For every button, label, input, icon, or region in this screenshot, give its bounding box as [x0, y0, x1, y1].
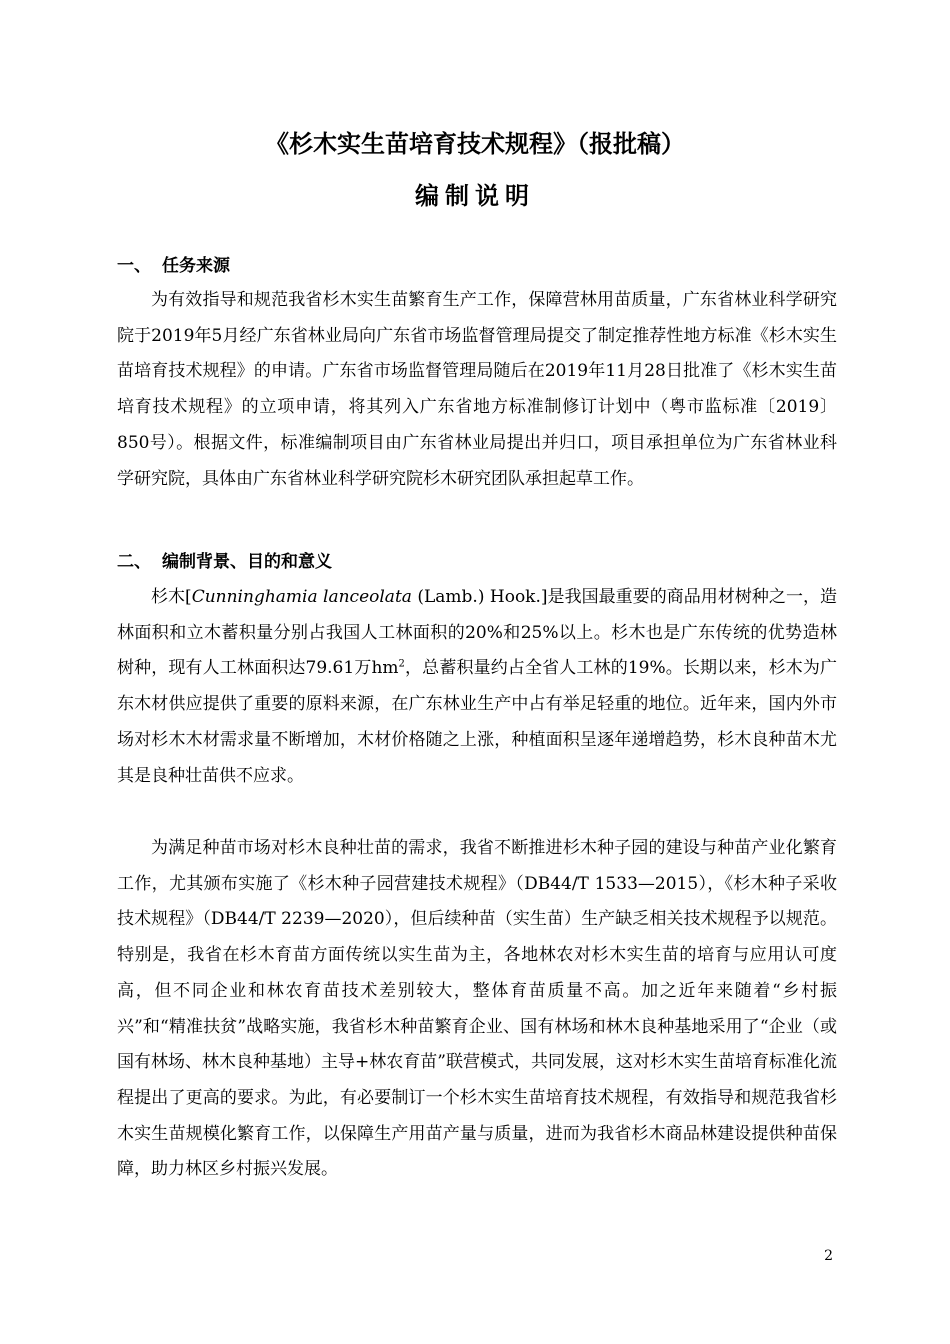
text-run: 杉木[ — [151, 587, 192, 607]
section-number: 一、 — [117, 256, 151, 276]
text-run: ，总蓄积量约占全省人工林的19%。长期以来，杉木为广东木材供应提供了重要的原料来源，在广东林业生产中占有举足轻重的地位。近年来，国内外市场对杉木木材需求量不断增加，木材价格随之上涨，种植面积呈逐年递增趋势，杉木良种苗木尤其是良种壮苗供不应求。 — [117, 658, 837, 786]
section-heading-background — [117, 550, 332, 574]
paragraph-background-1 — [117, 580, 837, 794]
section-heading-task-source — [117, 254, 230, 278]
paragraph-background-2: 为满足种苗市场对杉木良种壮苗的需求，我省不断推进杉木种子园的建设与种苗产业化繁育工作，尤其颁布实施了《杉木种子园营建技术规程》（DB44/T 1533—2015），《杉木种子采收技术规程》（DB44/T 2239—2020），但后续种苗（实生苗）生产缺乏相关技术规程予以规范。特别是，我省在杉木育苗方面传统以实生苗为主，各地林农对杉木实生苗的培育与应用认可度高，但不同企业和林农育苗技术差别较大，整体育苗质量不高。加之近年来随着“乡村振兴”和“精准扶贫”战略实施，我省杉木种苗繁育企业、国有林场和林木良种基地采用了“企业（或国有林场、林木良种基地）主导+林农育苗”联营模式，共同发展，这对杉木实生苗培育标准化流程提出了更高的要求。为此，有必要制订一个杉木实生苗培育技术规程，有效指导和规范我省杉木实生苗规模化繁育工作，以保障生产用苗产量与质量，进而为我省杉木商品林建设提供种苗保障，助力林区乡村振兴发展。 — [117, 838, 837, 1180]
section-title: 任务来源 — [162, 256, 230, 276]
page-number: 2 — [824, 1248, 833, 1264]
section-title: 编制背景、目的和意义 — [162, 552, 332, 572]
section-number: 二、 — [117, 552, 151, 572]
paragraph-task-source: 为有效指导和规范我省杉木实生苗繁育生产工作，保障营林用苗质量，广东省林业科学研究院于2019年5月经广东省林业局向广东省市场监督管理局提交了制定推荐性地方标准《杉木实生苗培育技术规程》的申请。广东省市场监督管理局随后在2019年11月28日批准了《杉木实生苗培育技术规程》的立项申请，将其列入广东省地方标准制修订计划中（粤市监标准〔2019〕850号）。根据文件，标准编制项目由广东省林业局提出并归口，项目承担单位为广东省林业科学研究院，具体由广东省林业科学研究院杉木研究团队承担起草工作。 — [117, 290, 837, 489]
latin-species-name: Cunninghamia lanceolata — [191, 587, 412, 607]
text-run: (Lamb.) Hook.]是我国最重要的商品用材树种之一，造林面积和立木蓄积量分别占我国人工林面积的20%和25%以上。杉木也是广东传统的优势造林树种，现有人工林面积达79.61万hm — [117, 587, 837, 679]
superscript: 2 — [398, 658, 405, 670]
document-subtitle: 编制说明 — [415, 182, 535, 210]
document-title: 《杉木实生苗培育技术规程》（报批稿） — [265, 130, 685, 158]
